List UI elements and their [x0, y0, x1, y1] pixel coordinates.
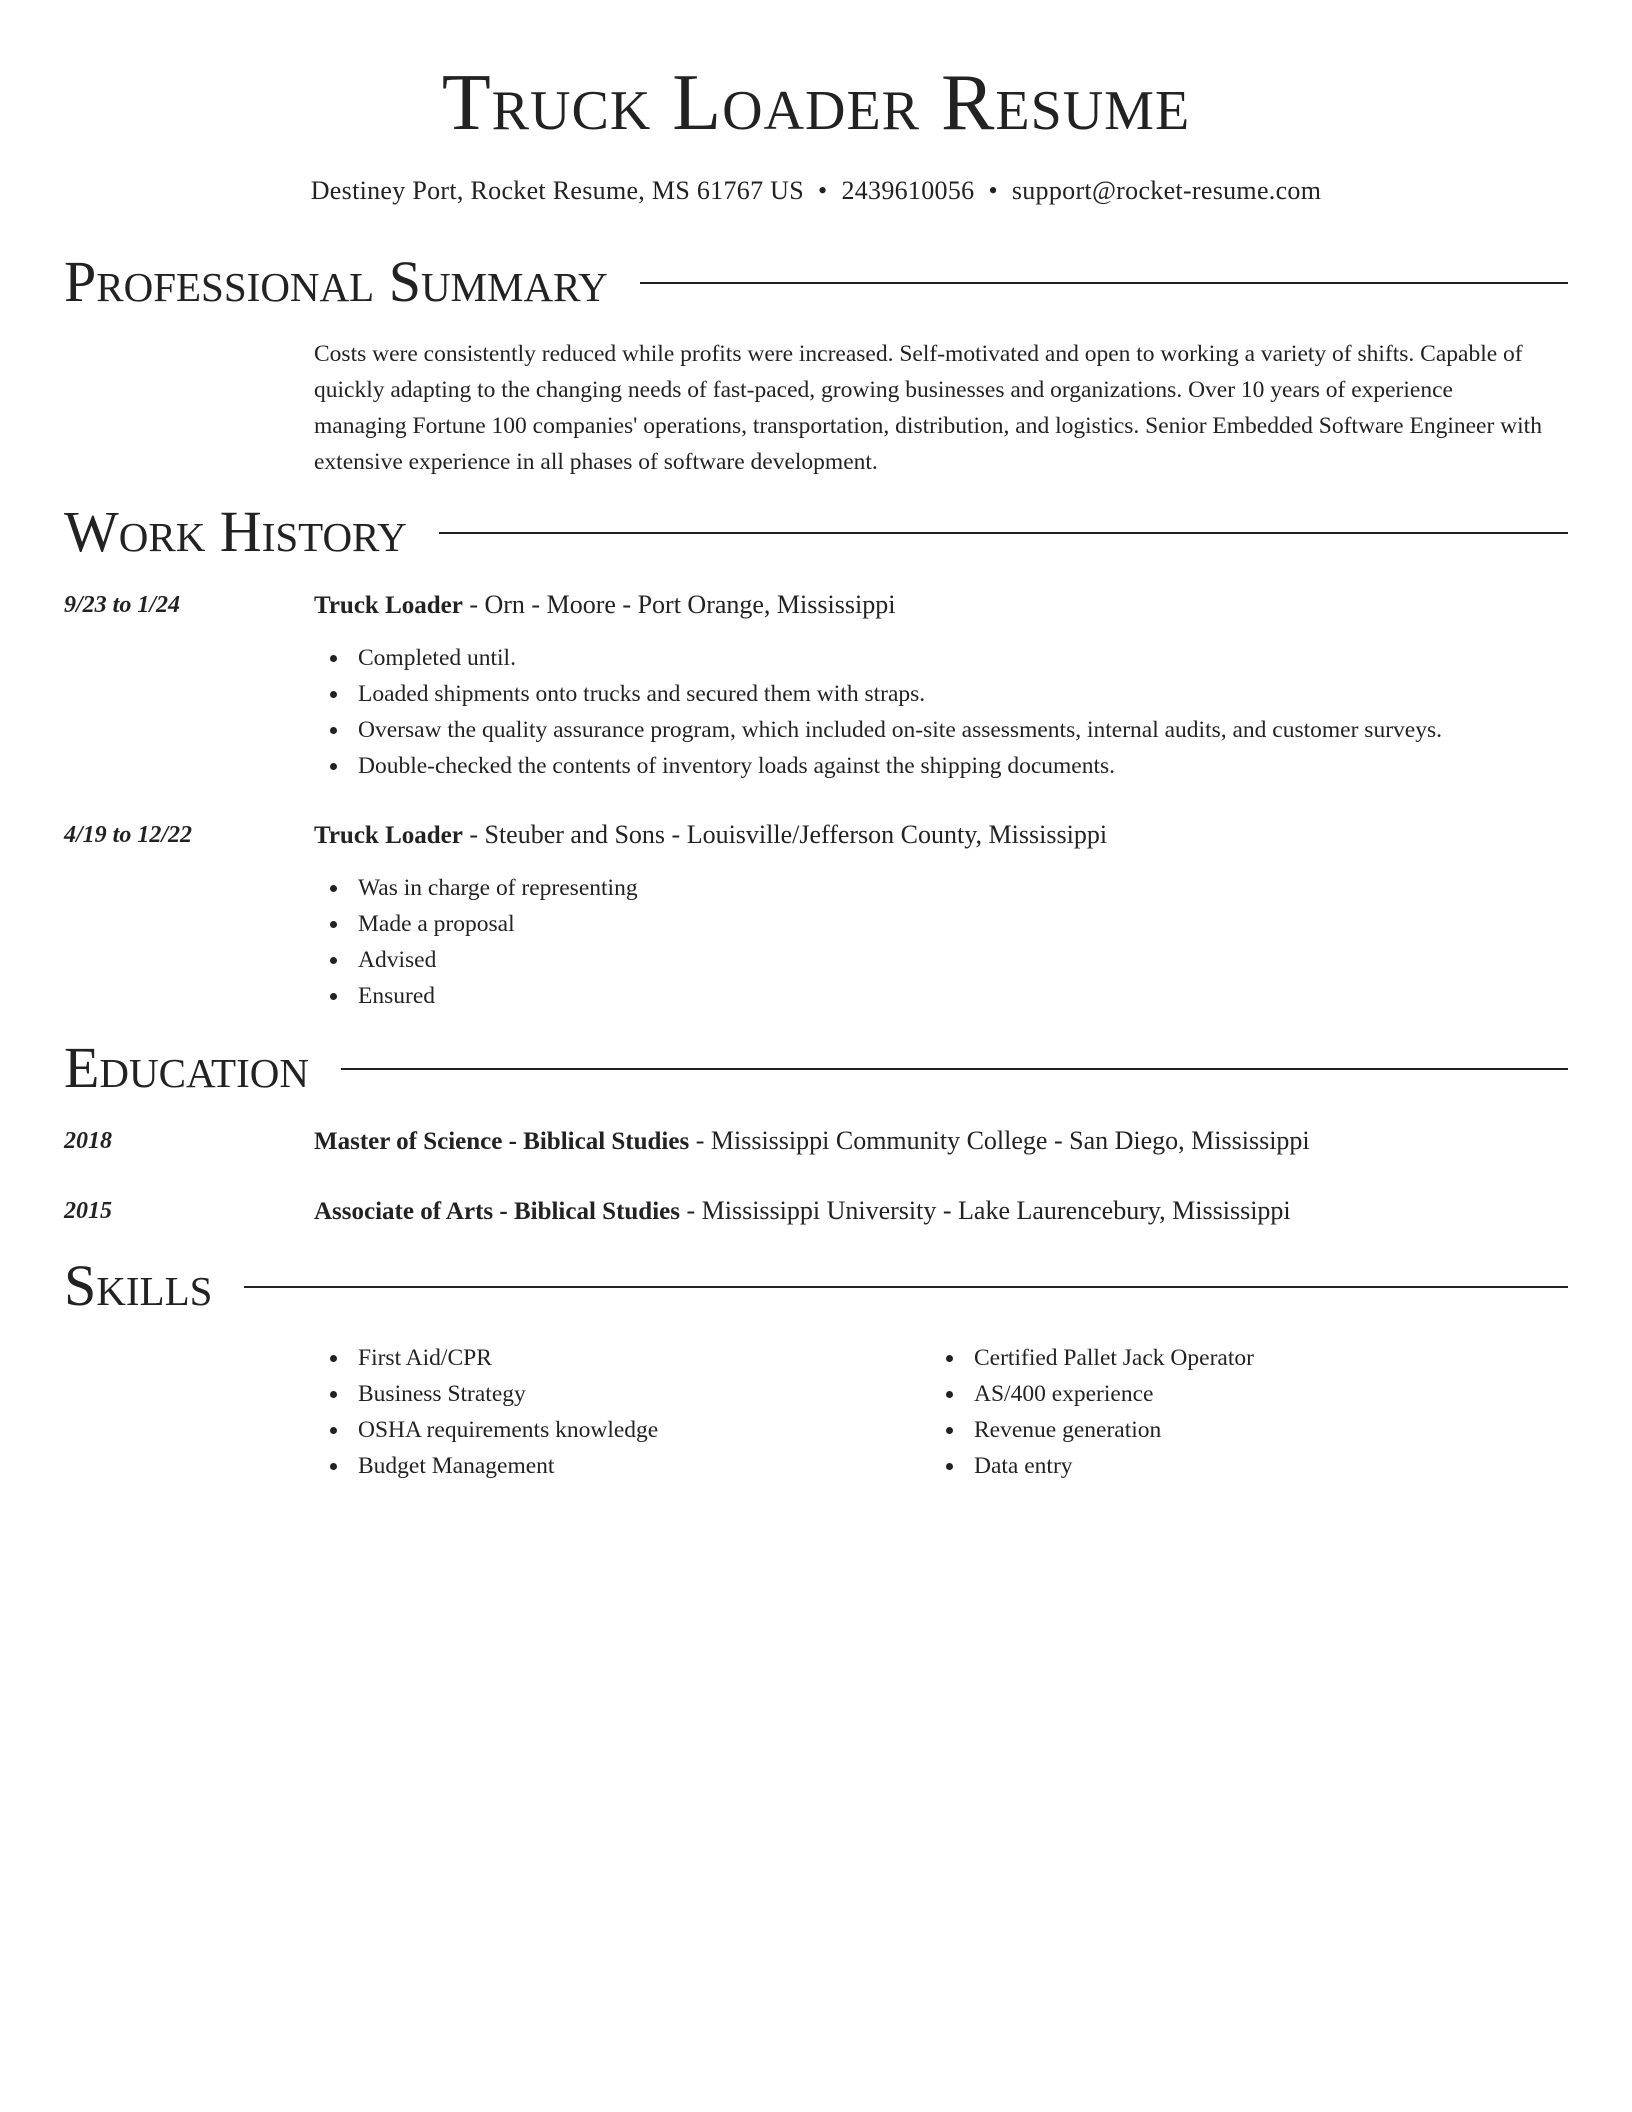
education-details: - Mississippi University - Lake Laurencebury, Mississippi	[679, 1196, 1291, 1225]
section-heading: Professional Summary	[64, 249, 608, 314]
education-details: - Mississippi Community College - San Diego, Mississippi	[689, 1126, 1310, 1155]
section-heading: Skills	[64, 1253, 213, 1318]
section-skills	[64, 1254, 1568, 1318]
job-bullet: Was in charge of representing	[314, 870, 638, 906]
job-bullet: Made a proposal	[314, 906, 638, 942]
contact-phone: 2439610056	[841, 176, 975, 205]
section-divider	[244, 1286, 1568, 1288]
skill-item: AS/400 experience	[930, 1376, 1254, 1412]
section-divider	[341, 1068, 1568, 1070]
job-bullet-list	[314, 870, 638, 1014]
job-details: - Steuber and Sons - Louisville/Jefferson County, Mississippi	[462, 820, 1108, 849]
section-heading: Education	[64, 1035, 309, 1100]
education-heading	[314, 1124, 1310, 1159]
job-bullet-list	[314, 640, 1442, 784]
section-divider	[439, 532, 1568, 534]
education-degree: Master of Science - Biblical Studies	[314, 1128, 690, 1155]
skill-item: Certified Pallet Jack Operator	[930, 1340, 1254, 1376]
section-work-history	[64, 500, 1568, 564]
skill-item: Revenue generation	[930, 1412, 1254, 1448]
job-title: Truck Loader	[314, 822, 463, 849]
job-bullet: Loaded shipments onto trucks and secured them with straps.	[314, 676, 1442, 712]
resume-title: Truck Loader Resume	[441, 59, 1191, 147]
job-bullet: Double-checked the contents of inventory loads against the shipping documents.	[314, 748, 1442, 784]
education-year: 2015	[64, 1198, 112, 1224]
job-heading	[314, 818, 1107, 853]
job-dates: 9/23 to 1/24	[64, 592, 181, 618]
education-heading	[314, 1194, 1291, 1229]
job-bullet: Completed until.	[314, 640, 1442, 676]
contact-separator: •	[818, 176, 828, 205]
job-bullet: Advised	[314, 942, 638, 978]
contact-line	[64, 174, 1568, 208]
contact-address: Destiney Port, Rocket Resume, MS 61767 US	[310, 176, 805, 205]
job-dates: 4/19 to 12/22	[64, 822, 193, 848]
skill-item: OSHA requirements knowledge	[314, 1412, 658, 1448]
job-details: - Orn - Moore - Port Orange, Mississippi	[462, 590, 896, 619]
job-heading	[314, 588, 895, 623]
education-degree: Associate of Arts - Biblical Studies	[314, 1198, 680, 1225]
skills-column-2	[930, 1340, 1254, 1484]
contact-email: support@rocket-resume.com	[1011, 176, 1322, 205]
skills-column-1	[314, 1340, 658, 1484]
summary-text: Costs were consistently reduced while profits were increased. Self-motivated and open to working a variety of shifts. Capable of quickly adapting to the changing needs of fast-paced, growing businesses and organizations. Over 10 years of experience managing Fortune 100 companies' operations, transportation, distribution, and logistics. Senior Embedded Software Engineer with extensive experience in all phases of software development.	[314, 341, 1542, 475]
job-title: Truck Loader	[314, 592, 463, 619]
skill-item: First Aid/CPR	[314, 1340, 658, 1376]
section-heading: Work History	[64, 499, 407, 564]
skill-item: Budget Management	[314, 1448, 658, 1484]
section-education	[64, 1036, 1568, 1100]
section-professional-summary	[64, 250, 1568, 314]
skill-item: Data entry	[930, 1448, 1254, 1484]
contact-separator: •	[988, 176, 998, 205]
section-divider	[640, 282, 1568, 284]
education-year: 2018	[64, 1128, 112, 1154]
skill-item: Business Strategy	[314, 1376, 658, 1412]
job-bullet: Oversaw the quality assurance program, which included on-site assessments, internal audits, and customer surveys.	[314, 712, 1442, 748]
job-bullet: Ensured	[314, 978, 638, 1014]
